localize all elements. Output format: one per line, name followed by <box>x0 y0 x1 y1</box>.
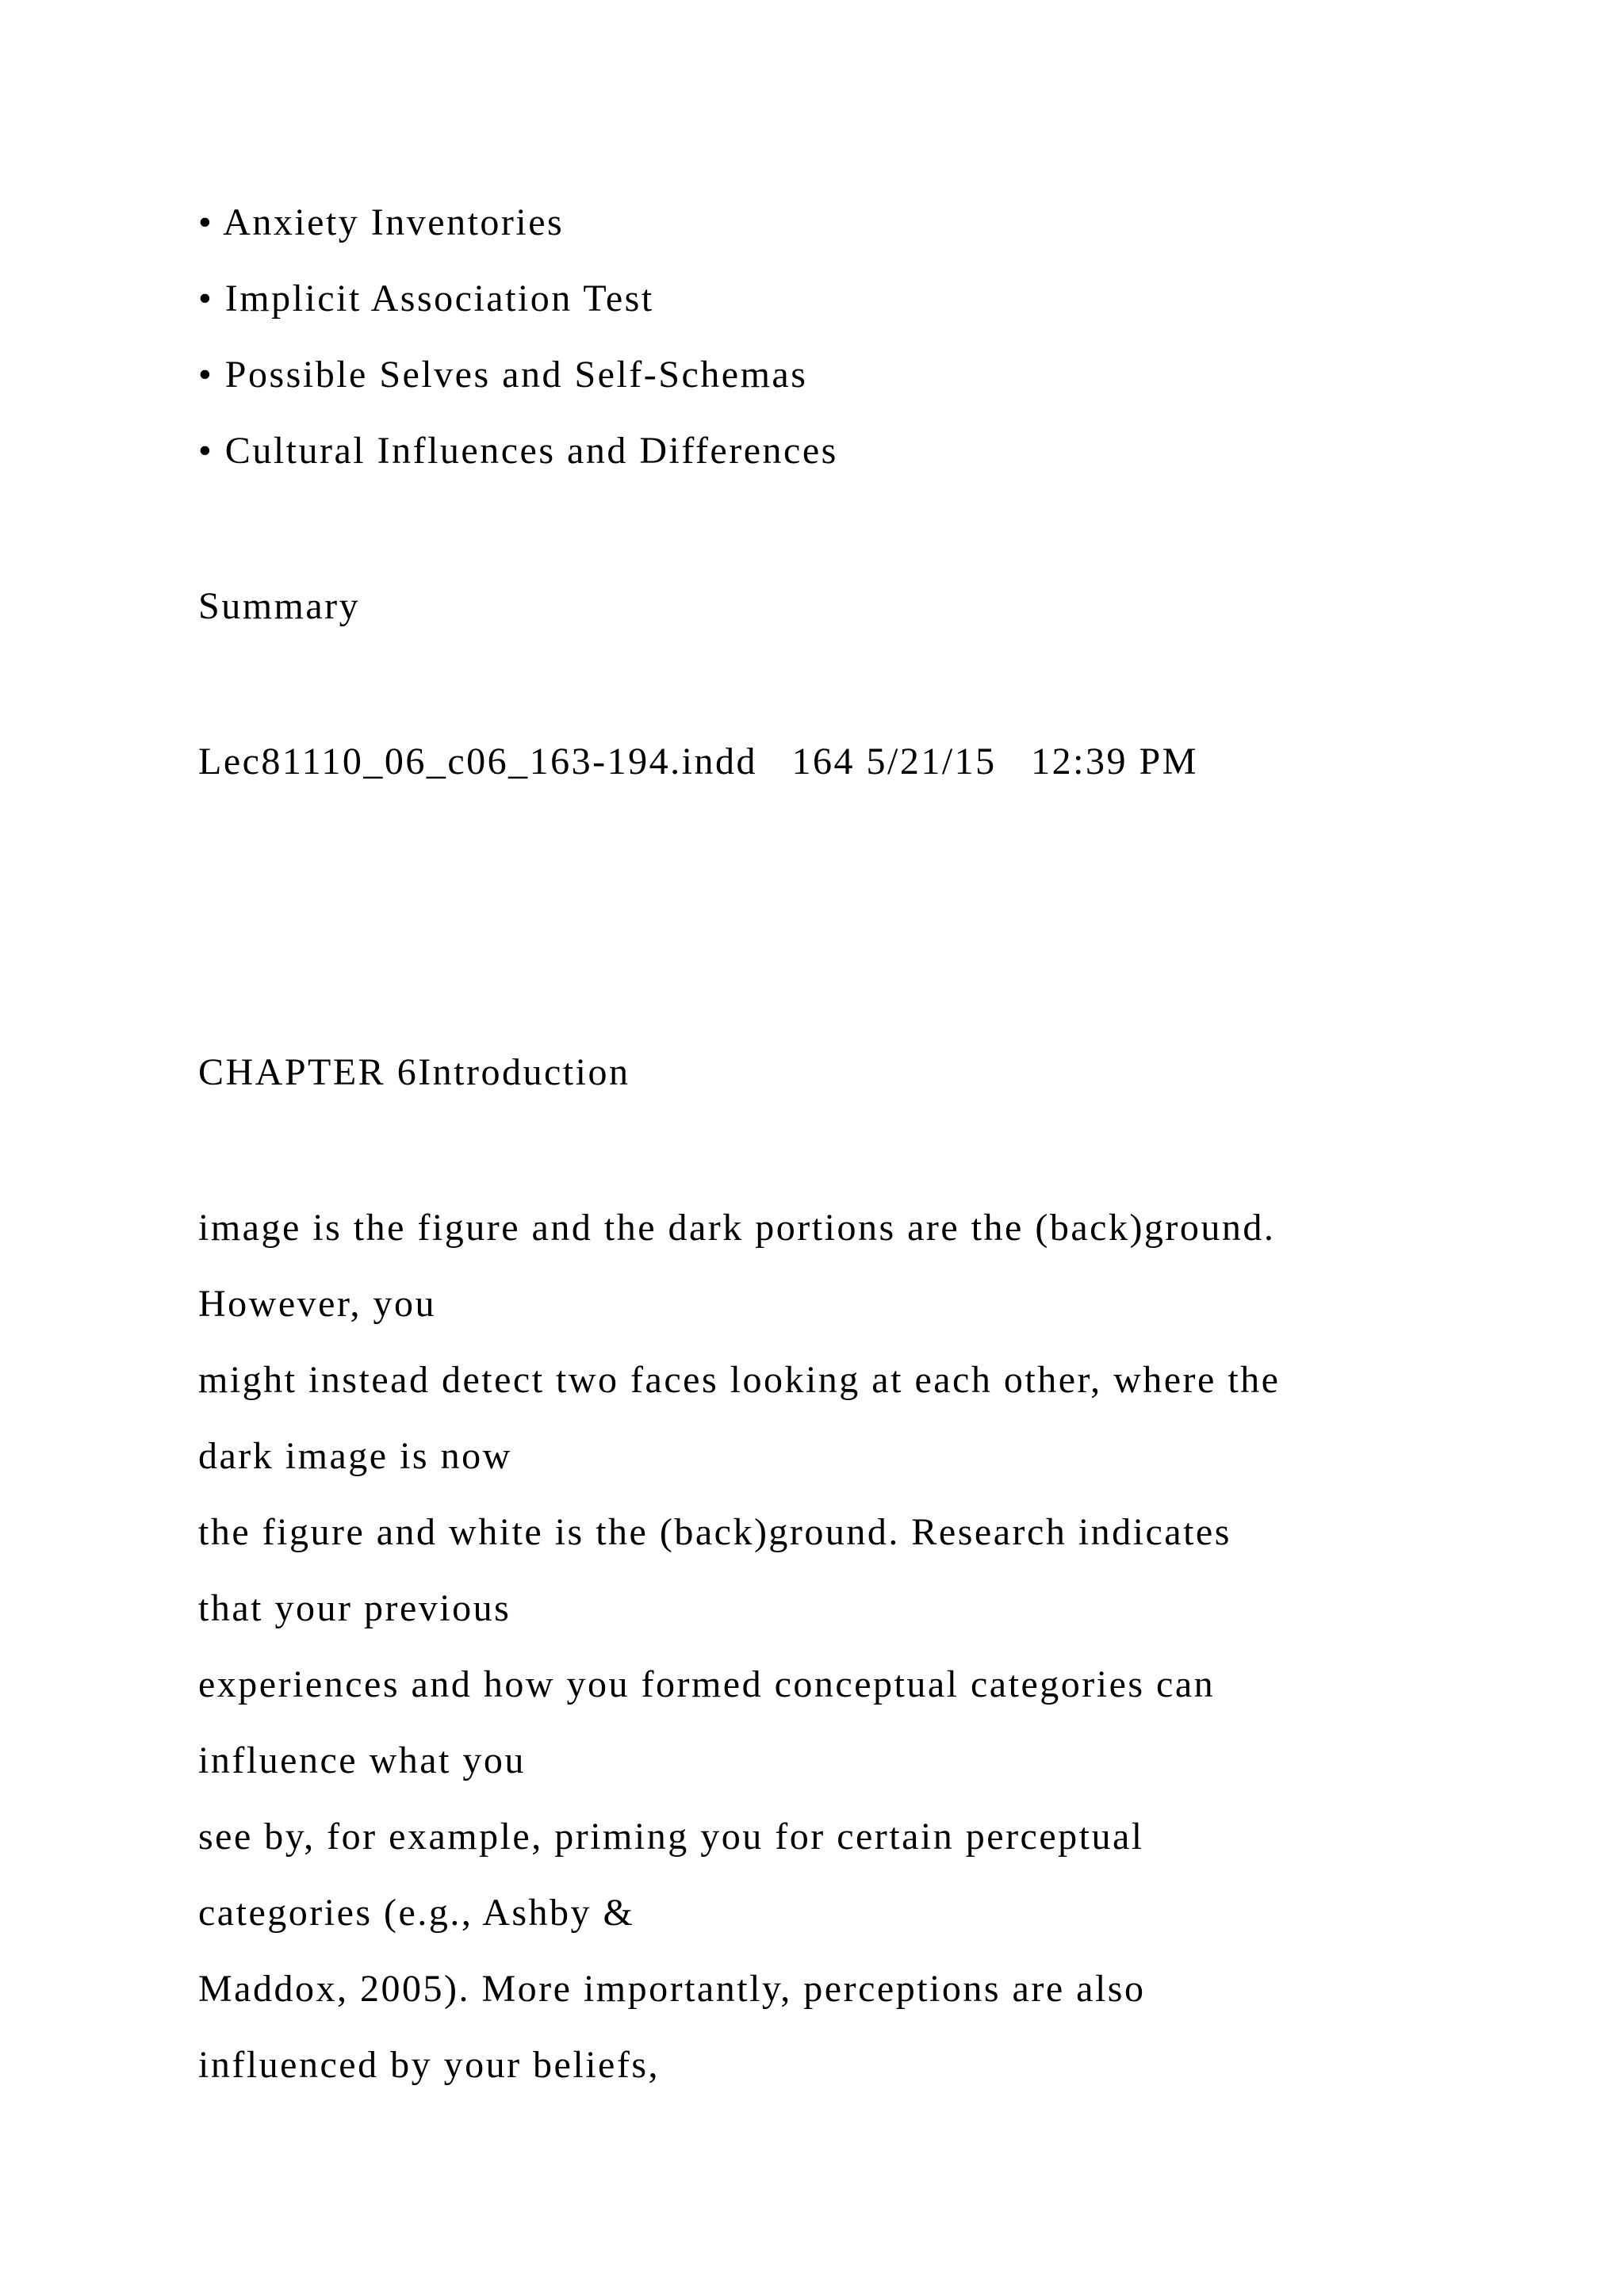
body-line: Maddox, 2005). More importantly, perceptions are also <box>198 1968 1146 2010</box>
summary-heading: Summary <box>198 585 361 627</box>
body-line: experiences and how you formed conceptual categories can <box>198 1663 1216 1705</box>
bullet-item: • Implicit Association Test <box>198 277 654 320</box>
body-line: might instead detect two faces looking at each other, where the <box>198 1359 1281 1401</box>
body-line: dark image is now <box>198 1435 512 1477</box>
chapter-heading: CHAPTER 6Introduction <box>198 1051 630 1093</box>
body-line: categories (e.g., Ashby & <box>198 1892 635 1934</box>
bullet-item: • Possible Selves and Self-Schemas <box>198 354 808 396</box>
bullet-item: • Cultural Influences and Differences <box>198 430 838 472</box>
file-footer: Lec81110_06_c06_163-194.indd 164 5/21/15 12:39 PM <box>198 740 1198 783</box>
body-line: that your previous <box>198 1587 511 1629</box>
body-line: image is the figure and the dark portions are the (back)ground. <box>198 1207 1276 1249</box>
bullet-item: • Anxiety Inventories <box>198 201 565 243</box>
body-line: However, you <box>198 1283 436 1325</box>
body-line: the figure and white is the (back)ground. Research indicates <box>198 1511 1231 1553</box>
body-line: influenced by your beliefs, <box>198 2044 660 2086</box>
body-line: influence what you <box>198 1739 526 1781</box>
body-line: see by, for example, priming you for certain perceptual <box>198 1816 1144 1858</box>
